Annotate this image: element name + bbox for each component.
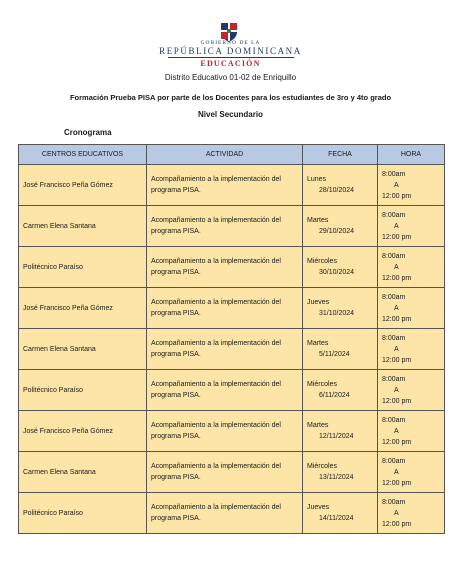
date-value: 14/11/2024: [319, 515, 354, 522]
activity-cell: [147, 329, 303, 370]
end-time: 12:00 pm: [382, 315, 412, 323]
level-heading: Nivel Secundario: [198, 110, 263, 119]
activity-cell: [147, 493, 303, 534]
time-separator: A: [394, 386, 399, 394]
time-separator: A: [394, 263, 399, 271]
end-time: 12:00 pm: [382, 520, 412, 528]
schedule-table: [18, 144, 445, 534]
activity-text: Acompañamiento a la implementación del programa PISA.: [151, 463, 281, 481]
header-date: FECHA: [303, 145, 378, 165]
activity-cell: [147, 206, 303, 247]
header-time: HORA: [378, 145, 445, 165]
table-row: [19, 493, 445, 534]
table-row: [19, 247, 445, 288]
center-name: José Francisco Peña Gómez: [23, 427, 113, 435]
end-time: 12:00 pm: [382, 397, 412, 405]
date-value: 31/10/2024: [319, 310, 355, 317]
document-title: Formación Prueba PISA por parte de los Docentes para los estudiantes de 3ro y 4to grado: [69, 93, 392, 102]
time-cell: [378, 370, 445, 411]
activity-cell: [147, 452, 303, 493]
activity-cell: [147, 165, 303, 206]
date-cell: [303, 247, 378, 288]
table-row: [19, 206, 445, 247]
end-time: 12:00 pm: [382, 274, 412, 282]
date-value: 12/11/2024: [319, 433, 354, 440]
center-cell: [19, 493, 147, 534]
weekday: Jueves: [307, 299, 330, 306]
date-cell: [303, 165, 378, 206]
republic-name: REPÚBLICA DOMINICANA: [159, 46, 302, 56]
center-name: Carmen Elena Santana: [23, 345, 96, 353]
weekday: Martes: [307, 217, 329, 224]
end-time: 12:00 pm: [382, 192, 412, 200]
table-row: [19, 288, 445, 329]
activity-cell: [147, 411, 303, 452]
table-row: [19, 165, 445, 206]
start-time: 8:00am: [382, 252, 406, 260]
time-cell: [378, 288, 445, 329]
date-value: 13/11/2024: [319, 474, 354, 481]
date-value: 6/11/2024: [319, 392, 350, 399]
date-cell: [303, 370, 378, 411]
center-cell: [19, 329, 147, 370]
time-cell: [378, 165, 445, 206]
start-time: 8:00am: [382, 498, 406, 506]
weekday: Martes: [307, 340, 329, 347]
end-time: 12:00 pm: [382, 233, 412, 241]
center-name: Carmen Elena Santana: [23, 222, 96, 230]
time-separator: A: [394, 304, 399, 312]
start-time: 8:00am: [382, 170, 406, 178]
activity-text: Acompañamiento a la implementación del programa PISA.: [151, 340, 281, 358]
date-value: 29/10/2024: [319, 228, 355, 235]
center-name: Politécnico Paraíso: [23, 386, 83, 394]
activity-cell: [147, 288, 303, 329]
time-cell: [378, 493, 445, 534]
header-activity: ACTIVIDAD: [147, 145, 303, 165]
start-time: 8:00am: [382, 375, 406, 383]
activity-text: Acompañamiento a la implementación del programa PISA.: [151, 176, 281, 194]
activity-text: Acompañamiento a la implementación del programa PISA.: [151, 258, 281, 276]
activity-text: Acompañamiento a la implementación del programa PISA.: [151, 299, 281, 317]
start-time: 8:00am: [382, 457, 406, 465]
center-name: Politécnico Paraíso: [23, 509, 83, 517]
center-name: Politécnico Paraíso: [23, 263, 83, 271]
date-value: 5/11/2024: [319, 351, 350, 358]
table-row: [19, 452, 445, 493]
activity-cell: [147, 247, 303, 288]
time-separator: A: [394, 427, 399, 435]
start-time: 8:00am: [382, 334, 406, 342]
time-cell: [378, 452, 445, 493]
activity-text: Acompañamiento a la implementación del programa PISA.: [151, 504, 281, 522]
time-cell: [378, 411, 445, 452]
weekday: Jueves: [307, 504, 330, 511]
schedule-heading: Cronograma: [64, 128, 112, 137]
table-header-row: [19, 145, 445, 165]
weekday: Martes: [307, 422, 329, 429]
center-cell: [19, 370, 147, 411]
government-line: GOBIERNO DE LA: [200, 40, 261, 46]
time-separator: A: [394, 222, 399, 230]
activity-text: Acompañamiento a la implementación del programa PISA.: [151, 422, 281, 440]
activity-cell: [147, 370, 303, 411]
time-cell: [378, 329, 445, 370]
district-line: Distrito Educativo 01-02 de Enriquillo: [164, 73, 297, 82]
date-value: 30/10/2024: [319, 269, 355, 276]
weekday: Lunes: [307, 176, 327, 183]
date-cell: [303, 288, 378, 329]
activity-text: Acompañamiento a la implementación del programa PISA.: [151, 217, 281, 235]
date-value: 28/10/2024: [319, 187, 355, 194]
header-divider: [168, 57, 294, 58]
center-cell: [19, 247, 147, 288]
center-name: José Francisco Peña Gómez: [23, 181, 113, 189]
end-time: 12:00 pm: [382, 438, 412, 446]
weekday: Miércoles: [307, 258, 337, 265]
date-cell: [303, 452, 378, 493]
start-time: 8:00am: [382, 293, 406, 301]
date-cell: [303, 493, 378, 534]
ministry-name: EDUCACIÓN: [200, 59, 261, 68]
date-cell: [303, 411, 378, 452]
table-row: [19, 370, 445, 411]
table-row: [19, 411, 445, 452]
document-header: [0, 0, 461, 140]
header-centers: CENTROS EDUCATIVOS: [19, 145, 147, 165]
center-cell: [19, 206, 147, 247]
end-time: 12:00 pm: [382, 479, 412, 487]
center-name: José Francisco Peña Gómez: [23, 304, 113, 312]
activity-text: Acompañamiento a la implementación del programa PISA.: [151, 381, 281, 399]
center-name: Carmen Elena Santana: [23, 468, 96, 476]
center-cell: [19, 288, 147, 329]
start-time: 8:00am: [382, 211, 406, 219]
weekday: Miércoles: [307, 463, 337, 470]
center-cell: [19, 411, 147, 452]
time-separator: A: [394, 509, 399, 517]
time-separator: A: [394, 345, 399, 353]
end-time: 12:00 pm: [382, 356, 412, 364]
time-cell: [378, 206, 445, 247]
weekday: Miércoles: [307, 381, 337, 388]
start-time: 8:00am: [382, 416, 406, 424]
center-cell: [19, 165, 147, 206]
time-separator: A: [394, 181, 399, 189]
time-cell: [378, 247, 445, 288]
date-cell: [303, 329, 378, 370]
date-cell: [303, 206, 378, 247]
time-separator: A: [394, 468, 399, 476]
table-row: [19, 329, 445, 370]
center-cell: [19, 452, 147, 493]
